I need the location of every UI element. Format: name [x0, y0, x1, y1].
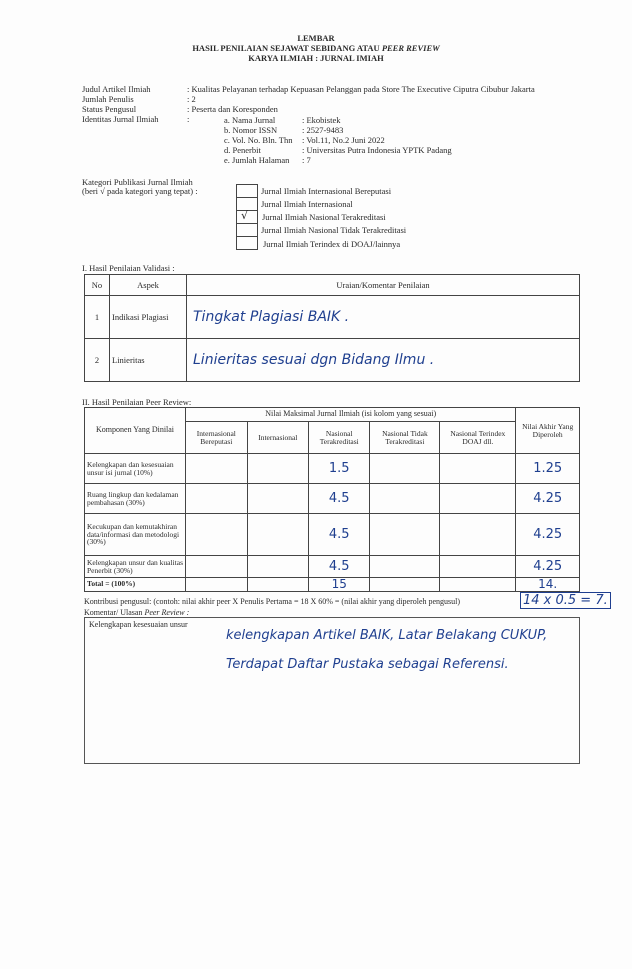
peer-cell-final: 4.25: [516, 514, 580, 556]
peer-cell-empty: [370, 556, 440, 578]
peer-cell-empty: [370, 454, 440, 484]
validation-row-aspect: Indikasi Plagiasi: [110, 296, 187, 339]
validation-row-aspect: Linieritas: [110, 339, 187, 382]
table-row: [85, 339, 580, 382]
peer-row-component: Kelengkapan dan kesesuaian unsur isi jurnal (10%): [85, 454, 186, 484]
journal-label-vol: c. Vol. No. Bln. Thn: [224, 135, 293, 145]
category-option-intl: Jurnal Ilmiah Internasional: [261, 199, 353, 209]
peer-cell-national: 4.5: [309, 556, 370, 578]
comment-title-plain: Komentar/ Ulasan: [84, 608, 143, 617]
peer-cell-final: 1.25: [516, 454, 580, 484]
validation-header-comment: Uraian/Komentar Penilaian: [187, 275, 580, 296]
journal-label-publisher: d. Penerbit: [224, 145, 261, 155]
identity-label-status: Status Pengusul: [82, 104, 137, 114]
peer-cell-empty: [440, 578, 516, 592]
comment-label: Kelengkapan kesesuaian unsur: [89, 620, 188, 629]
identity-value-title: : Kualitas Pelayanan terhadap Kepuasan Pelanggan pada Store The Executive Ciputra Cibubur Jakarta: [187, 84, 535, 94]
peer-header-group: Nilai Maksimal Jurnal Ilmiah (isi kolom yang sesuai): [186, 408, 516, 422]
journal-value-pages: : 7: [302, 155, 311, 165]
peer-cell-empty: [247, 578, 308, 592]
doc-title-2-italic: PEER REVIEW: [381, 43, 440, 53]
peer-cell-final: 4.25: [516, 484, 580, 514]
category-option-national-accredited: Jurnal Ilmiah Nasional Terakreditasi: [262, 212, 386, 222]
journal-label-pages: e. Jumlah Halaman: [224, 155, 290, 165]
contribution-text: Kontribusi pengusul: (contoh: nilai akhir peer X Penulis Pertama = 18 X 60% = (nilai akhir yang diperoleh pengusul): [84, 597, 461, 606]
journal-value-vol: : Vol.11, No.2 Juni 2022: [302, 135, 385, 145]
validation-row-no: 1: [85, 296, 110, 339]
category-option-intl-reputable: Jurnal Ilmiah Internasional Bereputasi: [261, 186, 392, 196]
identity-value-journal: :: [187, 114, 190, 124]
peer-cell-empty: [247, 514, 308, 556]
peer-cell-empty: [370, 514, 440, 556]
journal-label-name: a. Nama Jurnal: [224, 115, 276, 125]
peer-total-label: Total = (100%): [85, 578, 186, 592]
category-check-mark: √: [241, 209, 249, 222]
category-instruction: (beri √ pada kategori yang tepat) :: [82, 186, 198, 196]
validation-row-comment: Linieritas sesuai dgn Bidang Ilmu .: [187, 339, 580, 382]
identity-label-title: Judul Artikel Ilmiah: [82, 84, 151, 94]
identity-value-authors: : 2: [187, 94, 196, 104]
validation-header-aspect: Aspek: [110, 275, 187, 296]
category-option-doaj: Jurnal Ilmiah Terindex di DOAJ/lainnya: [263, 239, 401, 249]
journal-value-name: : Ekobistek: [302, 115, 341, 125]
validation-row-comment: Tingkat Plagiasi BAIK .: [187, 296, 580, 339]
peer-cell-empty: [186, 578, 247, 592]
peer-cell-empty: [186, 454, 247, 484]
comment-line-2: Terdapat Daftar Pustaka sebagai Referensi.: [226, 657, 509, 672]
category-checkbox-national-unaccredited[interactable]: [236, 223, 258, 237]
comment-title: [84, 608, 189, 617]
peer-cell-empty: [186, 514, 247, 556]
journal-value-publisher: : Universitas Putra Indonesia YPTK Padang: [302, 145, 452, 155]
peer-row-component: Kecukupan dan kemutakhiran data/informasi dan metodologi (30%): [85, 514, 186, 556]
peer-cell-empty: [247, 484, 308, 514]
peer-total-national: 15: [309, 578, 370, 592]
section1-title: I. Hasil Penilaian Validasi :: [82, 263, 175, 273]
peer-row-component: Ruang lingkup dan kedalaman pembahasan (30%): [85, 484, 186, 514]
journal-value-issn: : 2527-9483: [302, 125, 344, 135]
peer-cell-final: 4.25: [516, 556, 580, 578]
table-row: [85, 296, 580, 339]
comment-title-italic: Peer Review :: [144, 608, 190, 617]
category-option-national-unaccredited: Jurnal Ilmiah Nasional Tidak Terakreditasi: [261, 225, 407, 235]
peer-cell-empty: [247, 454, 308, 484]
identity-label-authors: Jumlah Penulis: [82, 94, 134, 104]
peer-cell-empty: [186, 484, 247, 514]
peer-row-component: Kelengkapan unsur dan kualitas Penerbit (30%): [85, 556, 186, 578]
identity-value-status: : Peserta dan Koresponden: [187, 104, 278, 114]
peer-cell-empty: [440, 514, 516, 556]
peer-cell-empty: [247, 556, 308, 578]
journal-label-issn: b. Nomor ISSN: [224, 125, 278, 135]
peer-cell-empty: [440, 454, 516, 484]
doc-title-1: LEMBAR: [297, 33, 335, 43]
peer-header-final: Nilai Akhir Yang Diperoleh: [516, 408, 580, 454]
peer-cell-national: 4.5: [309, 484, 370, 514]
peer-cell-empty: [440, 556, 516, 578]
peer-cell-empty: [370, 484, 440, 514]
table-row-total: [85, 578, 580, 592]
identity-label-journal: Identitas Jurnal Ilmiah: [82, 114, 159, 124]
category-checkbox-doaj[interactable]: [236, 236, 258, 250]
category-label: Kategori Publikasi Jurnal Ilmiah: [82, 177, 193, 187]
validation-table: [84, 274, 580, 382]
table-row: [85, 514, 580, 556]
peer-cell-national: 4.5: [309, 514, 370, 556]
peer-review-table: [84, 407, 580, 592]
peer-total-final: 14.: [516, 578, 580, 592]
peer-col-doaj: Nasional Terindex DOAJ dll.: [440, 422, 516, 454]
peer-col-national-unaccredited: Nasional Tidak Terakreditasi: [370, 422, 440, 454]
validation-header-no: No: [85, 275, 110, 296]
peer-cell-empty: [440, 484, 516, 514]
peer-cell-empty: [370, 578, 440, 592]
category-checkbox-intl-reputable[interactable]: [236, 184, 258, 198]
doc-title-2: [0, 43, 632, 53]
peer-col-national-accredited: Nasional Terakreditasi: [309, 422, 370, 454]
comment-line-1: kelengkapan Artikel BAIK, Latar Belakang CUKUP,: [226, 628, 548, 643]
peer-col-intl: Internasional: [247, 422, 308, 454]
doc-title-2-text: HASIL PENILAIAN SEJAWAT SEBIDANG ATAU: [192, 43, 380, 53]
validation-row-no: 2: [85, 339, 110, 382]
peer-header-component: Komponen Yang Dinilai: [85, 408, 186, 454]
peer-col-intl-reputable: Internasional Bereputasi: [186, 422, 247, 454]
peer-cell-national: 1.5: [309, 454, 370, 484]
table-row: [85, 454, 580, 484]
peer-cell-empty: [186, 556, 247, 578]
doc-title-3: KARYA ILMIAH : JURNAL IMIAH: [248, 53, 384, 63]
section2-title: II. Hasil Penilaian Peer Review:: [82, 397, 192, 407]
table-row: [85, 556, 580, 578]
table-row: [85, 484, 580, 514]
contribution-handwritten: 14 x 0.5 = 7.: [520, 592, 611, 609]
